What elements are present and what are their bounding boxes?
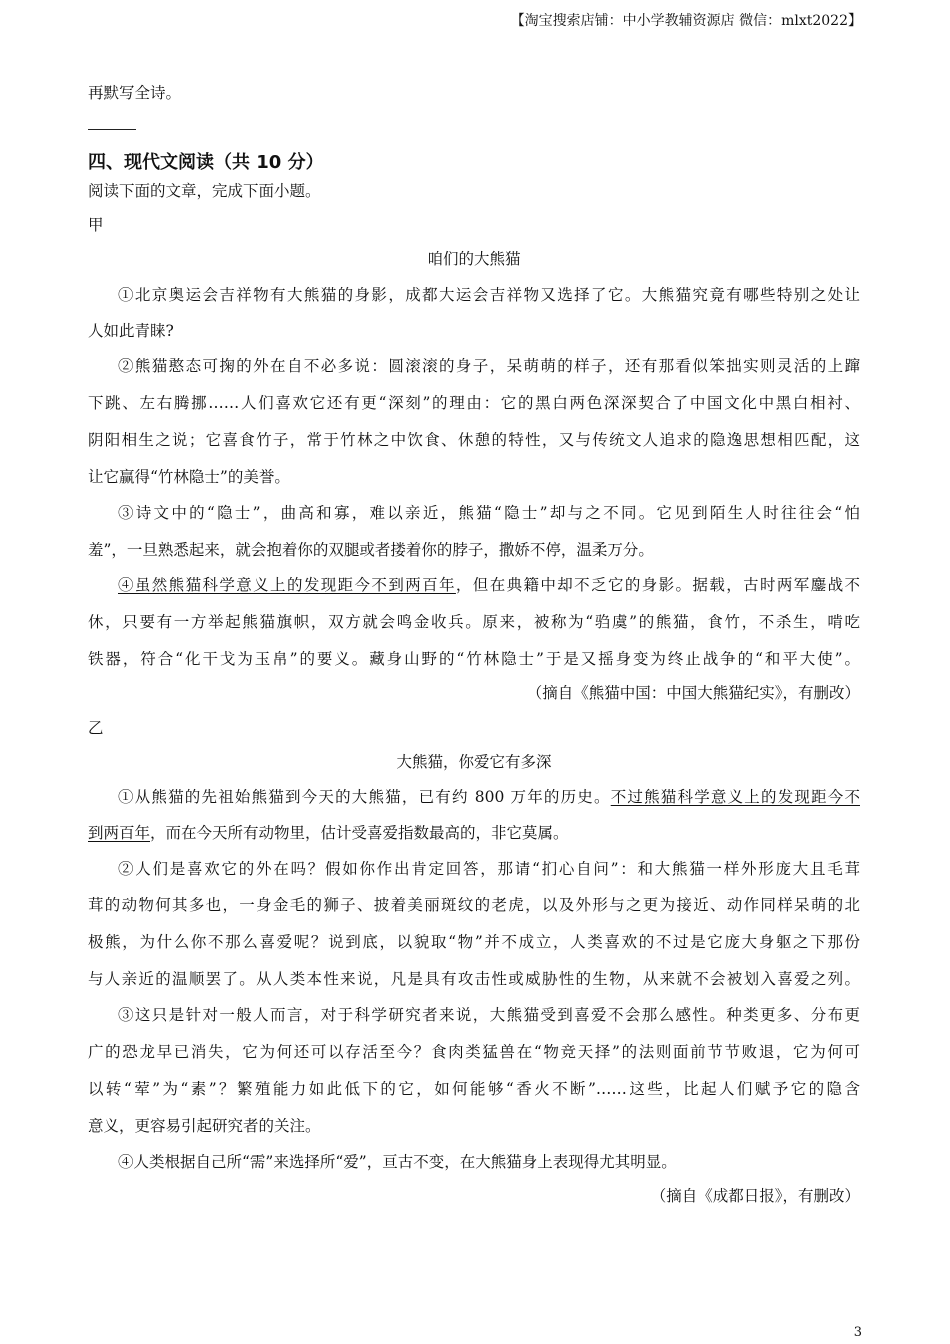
text-a-p2-line4: 让它赢得“竹林隐士”的美誉。	[88, 468, 290, 486]
text-b-p2-line1: ②人们是喜欢它的外在吗？假如你作出肯定回答，那请“扪心自问”：和大熊猫一样外形庞大且毛茸	[118, 860, 860, 878]
text-a-label: 甲	[88, 216, 104, 234]
text-a-p2-line1: ②熊猫憨态可掬的外在自不必多说：圆滚滚的身子，呆萌萌的样子，还有那看似笨拙实则灵活的上蹿	[118, 357, 860, 375]
text-a-source: （摘自《熊猫中国：中国大熊猫纪实》，有删改）	[526, 684, 860, 702]
text-a-p2-line2: 下跳、左右腾挪……人们喜欢它还有更“深刻”的理由：它的黑白两色深深契合了中国文化中黑白相衬、	[88, 394, 860, 412]
underlined-sentence-a: ④虽然熊猫科学意义上的发现距今不到两百年	[118, 576, 456, 594]
text-b-p3-line2: 广的恐龙早已消失，它为何还可以存活至今？食肉类猛兽在“物竞天择”的法则面前节节败退，它为何可	[88, 1043, 860, 1061]
text-b-p3-line1: ③这只是针对一般人而言，对于科学研究者来说，大熊猫受到喜爱不会那么感性。种类更多、分布更	[118, 1006, 860, 1024]
text-b-p4-line1: ④人类根据自己所“需”来选择所“爱”，亘古不变，在大熊猫身上表现得尤其明显。	[118, 1153, 677, 1171]
text-a-p2-line3: 阴阳相生之说；它喜食竹子，常于竹林之中饮食、休憩的特性，又与传统文人追求的隐逸思想相匹配，这	[88, 431, 860, 449]
section-title: 四、现代文阅读（共 10 分）	[88, 152, 324, 173]
text-b-p1-line1: ①从熊猫的先祖始熊猫到今天的大熊猫，已有约 800 万年的历史。不过熊猫科学意义上的发现距今不	[118, 788, 860, 806]
text-b-label: 乙	[88, 719, 104, 737]
underlined-sentence-b: 不过熊猫科学意义上的发现距今不	[610, 788, 860, 806]
text-a-title: 咱们的大熊猫	[427, 250, 521, 268]
text-b-p2-line4: 与人亲近的温顺罢了。从人类本性来说，凡是具有攻击性或威胁性的生物，从来就不会被划入喜爱之列。	[88, 970, 860, 988]
previous-question-tail: 再默写全诗。	[88, 84, 182, 102]
text-b-p3-line4: 意义，更容易引起研究者的关注。	[88, 1117, 321, 1135]
text-b-title: 大熊猫，你爱它有多深	[396, 753, 552, 771]
page-header: 【淘宝搜索店铺：中小学教辅资源店 微信：mlxt2022】	[510, 13, 862, 29]
text-b-p2-line3: 极熊，为什么你不那么喜爱呢？说到底，以貌取“物”并不成立，人类喜欢的不过是它庞大身躯之下那份	[88, 933, 860, 951]
text-b-p2-line2: 茸的动物何其多也，一身金毛的狮子、披着美丽斑纹的老虎，以及外形与之更为接近、动作同样呆萌的北	[88, 896, 860, 914]
text-a-p3-line2: 羞”，一旦熟悉起来，就会抱着你的双腿或者搂着你的脖子，撒娇不停，温柔万分。	[88, 541, 654, 559]
text-a-p3-line1: ③诗文中的“隐士”，曲高和寡，难以亲近，熊猫“隐士”却与之不同。它见到陌生人时往往会“怕	[118, 504, 860, 522]
text-b-p3-line3: 以转“荤”为“素”？繁殖能力如此低下的它，如何能够“香火不断”……这些，比起人们赋予它的隐含	[88, 1080, 860, 1098]
text-a-p4-line1: ④虽然熊猫科学意义上的发现距今不到两百年，但在典籍中却不乏它的身影。据载，古时两军鏖战不	[118, 576, 860, 594]
text-b-p1-line2: 到两百年，而在今天所有动物里，估计受喜爱指数最高的，非它莫属。	[88, 824, 569, 842]
answer-blank-line	[88, 129, 136, 130]
text-a-p1-line2: 人如此青睐?	[88, 322, 174, 340]
page-number: 3	[853, 1325, 862, 1340]
text-b-source: （摘自《成都日报》，有删改）	[650, 1187, 860, 1205]
text-a-p4-line2: 休，只要有一方举起熊猫旗帜，双方就会鸣金收兵。原来，被称为“驺虞”的熊猫，食竹，不杀生，啃吃	[88, 613, 860, 631]
text-a-p1-line1: ①北京奥运会吉祥物有大熊猫的身影，成都大运会吉祥物又选择了它。大熊猫究竟有哪些特别之处让	[118, 286, 860, 304]
text-a-p4-line3: 铁器，符合“化干戈为玉帛”的要义。藏身山野的“竹林隐士”于是又摇身变为终止战争的“和平大使”。	[88, 650, 860, 668]
instruction: 阅读下面的文章，完成下面小题。	[88, 182, 321, 200]
